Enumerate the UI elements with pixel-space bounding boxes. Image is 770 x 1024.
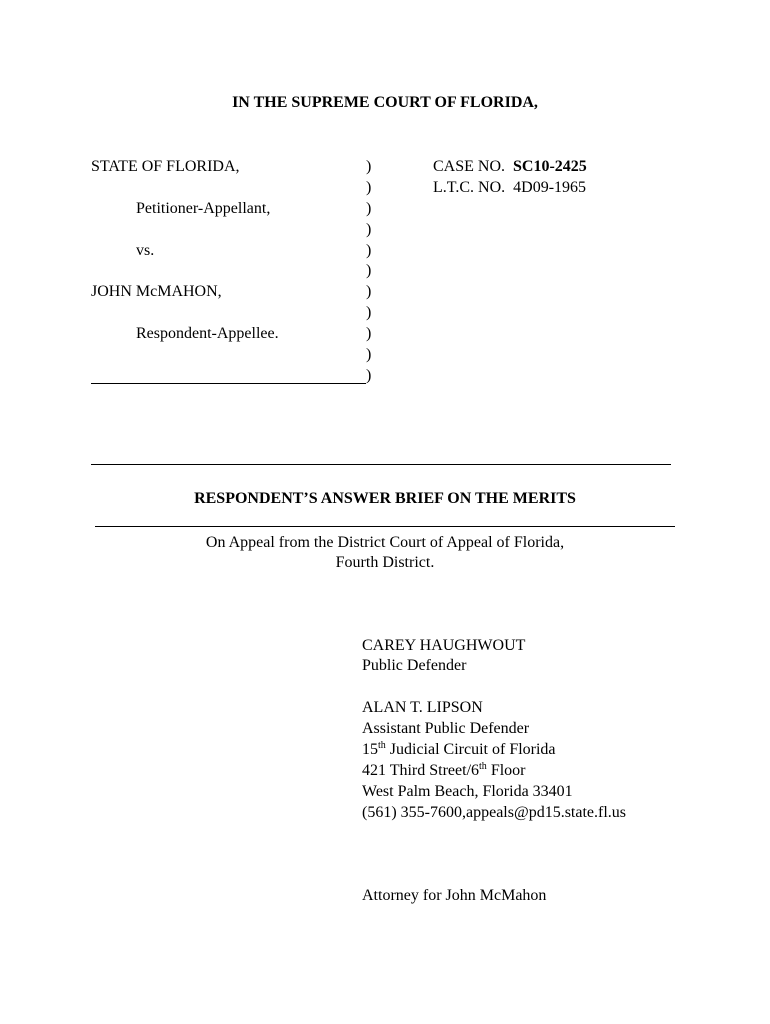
bracket-mark: ) bbox=[366, 283, 372, 301]
street-text: 421 Third Street/6 bbox=[362, 762, 480, 779]
bracket-mark: ) bbox=[366, 262, 372, 280]
caption-underline bbox=[91, 383, 366, 384]
attorney-title: Assistant Public Defender bbox=[362, 720, 530, 737]
bracket-mark: ) bbox=[366, 304, 372, 322]
district-line: Fourth District. bbox=[335, 554, 435, 571]
defender-title: Public Defender bbox=[362, 657, 467, 674]
bracket-mark: ) bbox=[366, 158, 372, 175]
bracket-mark: ) bbox=[366, 199, 372, 217]
street-floor: Floor bbox=[486, 762, 526, 779]
case-number bbox=[433, 157, 587, 177]
circuit-line bbox=[362, 740, 556, 760]
street-ordinal: th bbox=[479, 761, 487, 772]
bracket-mark: ) bbox=[366, 346, 372, 364]
ltc-number-value: 4D09-1965 bbox=[513, 179, 587, 196]
city-line: West Palm Beach, Florida 33401 bbox=[362, 783, 573, 800]
bracket-mark: ) bbox=[366, 178, 372, 196]
bottom-rule bbox=[95, 526, 675, 527]
respondent-name: JOHN McMAHON, bbox=[91, 283, 222, 300]
petitioner-name: STATE OF FLORIDA, bbox=[91, 158, 240, 175]
top-rule bbox=[91, 464, 671, 465]
ltc-number bbox=[433, 178, 586, 198]
street-line bbox=[362, 761, 525, 781]
versus-label: vs. bbox=[136, 242, 155, 259]
circuit-text: Judicial Circuit of Florida bbox=[385, 741, 556, 758]
court-heading: IN THE SUPREME COURT OF FLORIDA, bbox=[232, 94, 538, 111]
brief-title: RESPONDENT’S ANSWER BRIEF ON THE MERITS bbox=[194, 490, 576, 507]
circuit-number: 15 bbox=[362, 741, 378, 758]
caption-bracket bbox=[366, 157, 378, 387]
case-number-value: SC10-2425 bbox=[513, 158, 587, 175]
case-number-label: CASE NO. bbox=[433, 158, 506, 175]
bracket-mark: ) bbox=[366, 325, 372, 343]
bracket-mark: ) bbox=[366, 220, 372, 238]
petitioner-role: Petitioner-Appellant, bbox=[136, 200, 271, 217]
attorney-for: Attorney for John McMahon bbox=[362, 887, 547, 904]
contact-line: (561) 355-7600,appeals@pd15.state.fl.us bbox=[362, 804, 627, 821]
bracket-mark: ) bbox=[366, 241, 372, 259]
attorney-name: ALAN T. LIPSON bbox=[362, 699, 483, 716]
circuit-ordinal: th bbox=[378, 740, 386, 751]
respondent-role: Respondent-Appellee. bbox=[136, 325, 279, 342]
appeal-line: On Appeal from the District Court of Appeal of Florida, bbox=[205, 534, 565, 551]
defender-name: CAREY HAUGHWOUT bbox=[362, 637, 526, 654]
ltc-number-label: L.T.C. NO. bbox=[433, 179, 506, 196]
bracket-mark: ) bbox=[366, 366, 372, 384]
